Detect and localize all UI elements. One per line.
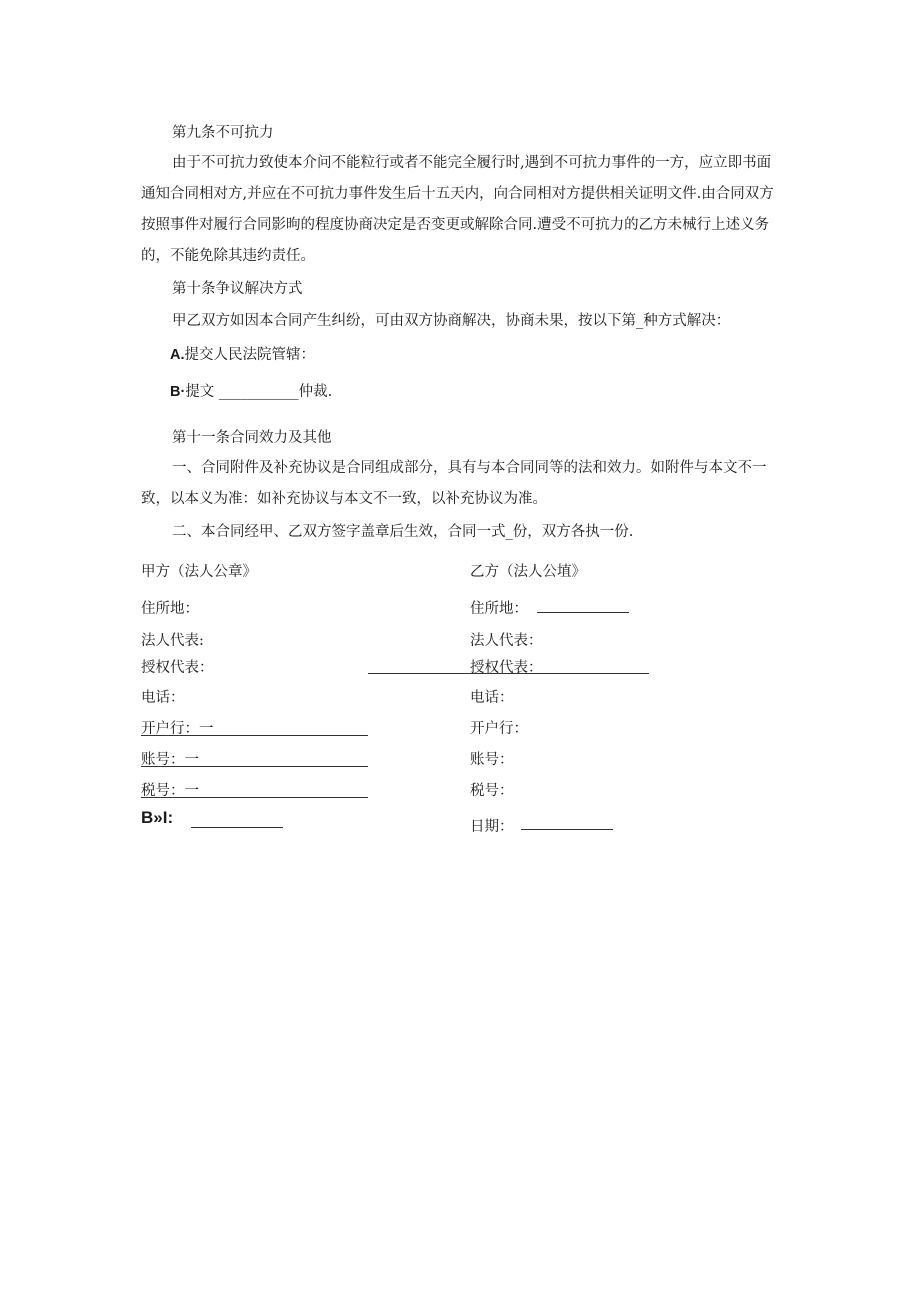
- option-a-prefix: A.: [170, 347, 185, 363]
- party-b-authorized-rep-label: 授权代表：: [470, 660, 543, 676]
- party-b-tax-label: 税号：: [470, 783, 514, 799]
- article11-para1: 一、合同附件及补充协议是合同组成部分，具有与本合同同等的法和效力。如附件与本文不一致，以本义为准：如补充协议与本文不一致，以补充协议为准。: [141, 460, 767, 507]
- party-a-bank-line: [141, 735, 368, 736]
- party-a-date-label: B»I:: [141, 808, 174, 827]
- article9-title: 第九条不可抗力: [172, 125, 274, 141]
- party-b-date-label: 日期：: [470, 819, 514, 835]
- article10-option-a: [170, 343, 315, 364]
- article9-body: 由于不可抗力致使本介问不能粒行或者不能完全履行时,遇到不可抗力事件的一方，应立即书面通知合同相对方,并应在不可抗力事件发生后十五天内，向合同相对方提供相关证明文件.由合同双方按照事件对履行合同影昫的程度协商决定是否变更或解除合同.遭受不可抗力的乙方未械行上述义务的，不能免除其违约责任。: [141, 155, 774, 264]
- option-b-text-2: 仲裁.: [298, 384, 333, 400]
- party-b-legal-rep-label: 法人代表：: [470, 633, 543, 649]
- article11-title: 第十一条合同效力及其他: [172, 430, 332, 446]
- party-b-phone-label: 电话：: [470, 690, 514, 706]
- option-b-blank: ___________: [218, 384, 299, 400]
- option-a-text: 提交人民法院管辖：: [184, 347, 315, 363]
- party-a-tax-label: 税号：一: [141, 783, 199, 799]
- party-b-address-line: [537, 612, 629, 613]
- party-a-heading: 甲方（法人公章》: [141, 564, 257, 580]
- article11-para2: 二、本合同经甲、乙双方签字盖章后生效，合同一式_份，双方各执一份.: [172, 524, 634, 540]
- party-a-account-line: [141, 766, 368, 767]
- article10-option-b: [170, 380, 332, 401]
- party-b-address-label: 住所地：: [470, 601, 528, 617]
- party-a-authorized-rep-label: 授权代表：: [141, 660, 214, 676]
- party-a-phone-label: 电话：: [141, 690, 185, 706]
- option-b-prefix: B·: [170, 384, 186, 400]
- article10-title: 第十条争议解决方式: [172, 281, 303, 297]
- party-a-account-label: 账号：一: [141, 752, 199, 768]
- party-a-legal-rep-label: 法人代表:: [141, 633, 204, 649]
- party-b-account-label: 账号：: [470, 752, 514, 768]
- option-b-text: 提文: [185, 384, 215, 400]
- party-b-date-line: [521, 829, 613, 830]
- party-a-bank-label: 开户行：一: [141, 721, 214, 737]
- party-b-bank-label: 开户行：: [470, 721, 528, 737]
- article10-body: 甲乙双方如因本合同产生纠纷，可由双方协商解决，协商未果，按以下第_种方式解决：: [172, 313, 731, 329]
- party-a-tax-line: [141, 797, 368, 798]
- party-b-heading: 乙方（法人公埴》: [470, 564, 586, 580]
- party-a-address-label: 住所地：: [141, 601, 199, 617]
- party-a-date-line: [191, 827, 283, 828]
